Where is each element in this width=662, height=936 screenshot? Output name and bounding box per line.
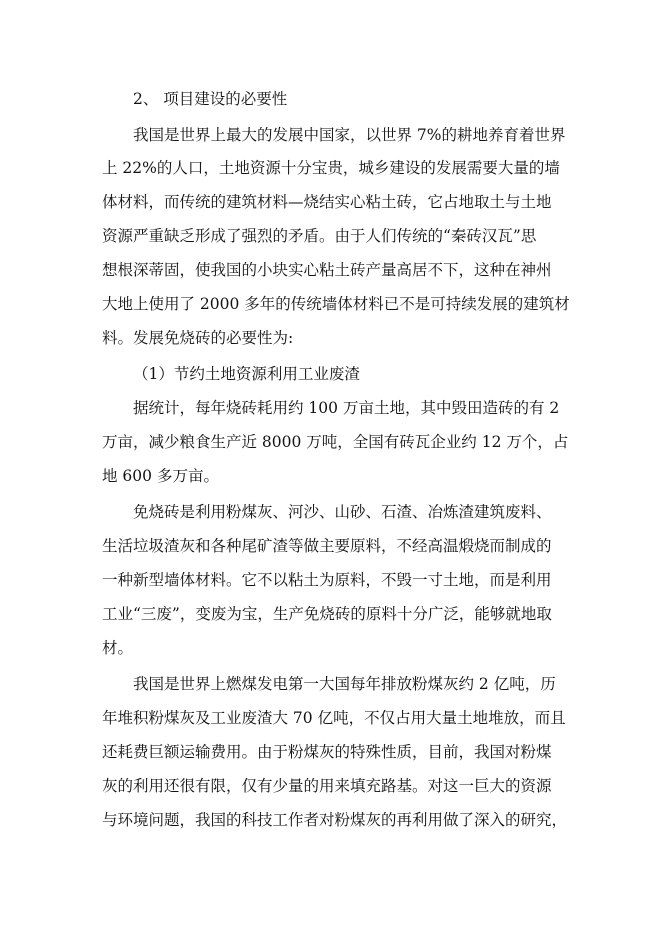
paragraph-1-line-3: 体材料，而传统的建筑材料—烧结实心粘土砖，它占地取土与土地: [102, 193, 552, 211]
paragraph-3-line-4: 工业“三废”，变废为宝，生产免烧砖的原料十分广泛，能够就地取: [102, 605, 552, 623]
paragraph-1-line-6: 大地上使用了 2000 多年的传统墙体材料已不是可持续发展的建筑材: [102, 295, 570, 313]
paragraph-1-line-2: 上 22%的人口，土地资源十分宝贵，城乡建设的发展需要大量的墙: [102, 159, 560, 177]
paragraph-3-line-2: 生活垃圾渣灰和各种尾矿渣等做主要原料，不经高温煅烧而制成的: [102, 537, 552, 555]
paragraph-3-line-5: 材。: [102, 639, 134, 657]
paragraph-4-line-3: 还耗费巨额运输费用。由于粉煤灰的特殊性质，目前，我国对粉煤: [102, 743, 552, 761]
paragraph-1-line-7: 料。发展免烧砖的必要性为:: [102, 329, 294, 347]
paragraph-3-line-1: 免烧砖是利用粉煤灰、河沙、山砂、石渣、冶炼渣建筑废料、: [133, 503, 552, 521]
paragraph-1-line-1: 我国是世界上最大的发展中国家，以世界 7%的耕地养育着世界: [133, 126, 566, 144]
paragraph-1-line-4: 资源严重缺乏形成了强烈的矛盾。由于人们传统的“秦砖汉瓦”思: [102, 227, 537, 245]
section-heading: 2、 项目建设的必要性: [133, 90, 288, 108]
paragraph-1-line-5: 想根深蒂固，使我国的小块实心粘土砖产量高居不下，这种在神州: [102, 261, 552, 279]
paragraph-4-line-4: 灰的利用还很有限，仅有少量的用来填充路基。对这一巨大的资源: [102, 777, 552, 795]
paragraph-2-line-2: 万亩，减少粮食生产近 8000 万吨，全国有砖瓦企业约 12 万个，占: [102, 433, 569, 451]
paragraph-4-line-1: 我国是世界上燃煤发电第一大国每年排放粉煤灰约 2 亿吨，历: [133, 675, 556, 693]
paragraph-3-line-3: 一种新型墙体材料。它不以粘土为原料，不毁一寸土地，而是利用: [102, 571, 552, 589]
paragraph-2-line-3: 地 600 多万亩。: [102, 467, 219, 485]
paragraph-4-line-2: 年堆积粉煤灰及工业废渣大 70 亿吨，不仅占用大量土地堆放，而且: [102, 709, 566, 727]
paragraph-2-line-1: 据统计，每年烧砖耗用约 100 万亩土地，其中毁田造砖的有 2: [133, 399, 560, 417]
paragraph-4-line-5: 与环境问题，我国的科技工作者对粉煤灰的再利用做了深入的研究，: [102, 811, 568, 829]
subheading: （1）节约土地资源利用工业废渣: [133, 365, 360, 383]
